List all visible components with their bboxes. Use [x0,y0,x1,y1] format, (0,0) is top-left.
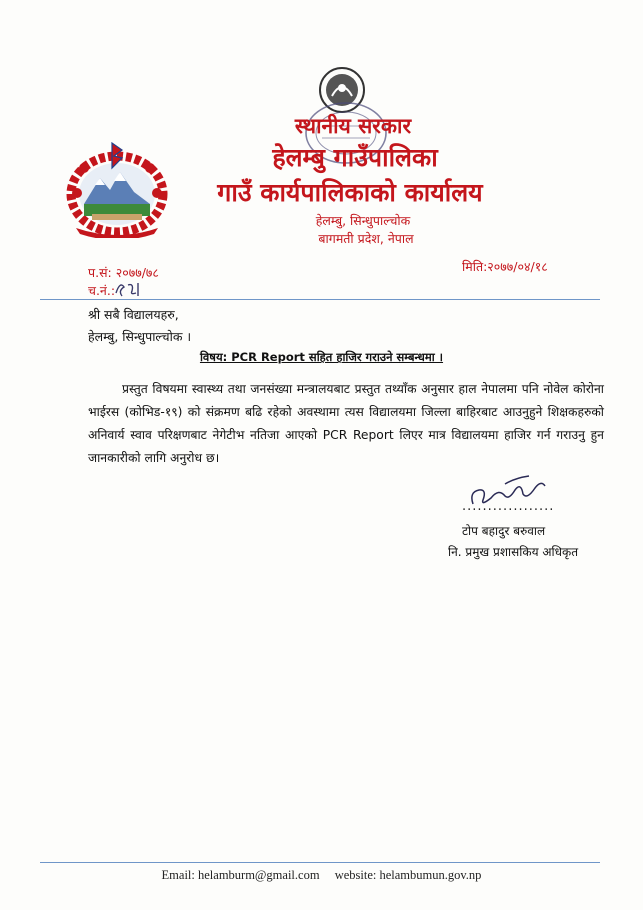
signatory-name: टोप बहादुर बरुवाल [462,524,546,538]
letter-date: मिति:२०७७/०४/१८ [462,259,548,274]
subject-line [0,350,643,365]
footer-website: website: helambumun.gov.np [334,868,482,882]
header-local-government: स्थानीय सरकार [294,114,412,138]
handwritten-dispatch-number [112,279,146,299]
footer-email: Email: helamburm@gmail.com [161,868,320,882]
footer-contact [0,868,643,883]
signature-dotted-line: .................. [462,499,555,514]
dispatch-number-label: च.नं.: [88,283,116,298]
header-address-province: बागमती प्रदेश, नेपाल [318,231,414,246]
recipient-line-2: हेलम्बु, सिन्धुपाल्चोक । [88,329,192,344]
header-address-district: हेलम्बु, सिन्धुपाल्चोक [315,213,411,228]
header-divider [40,299,600,300]
footer-divider [40,862,600,863]
signatory-title: नि. प्रमुख प्रशासकिय अधिकृत [448,545,579,559]
letter-body: प्रस्तुत विषयमा स्वास्थ्य तथा जनसंख्या मन्त्रालयबाट प्रस्तुत तथ्याँक अनुसार हाल नेपालमा पनि नोवेल कोरोना भाईरस (कोभिड-१९) को संक्रमण बढि रहेको अवस्थामा त्यस विद्यालयमा जिल्ला बाहिरबाट आउनुहुने शिक्षकहरुको अनिवार्य स्वाव परिक्षणबाट नेगेटीभ नतिजा आएको PCR Report लिएर मात्र विद्यालयमा हाजिर गर्न गराउनु हुन जानकारीको लागि अनुरोध छ। [88,382,604,465]
subject-text: विषय: PCR Report सहित हाजिर गराउने सम्बन्धमा । [199,350,444,364]
header-municipality-name: हेलम्बु गाउँपालिका [272,143,438,172]
recipient-line-1: श्री सबै विद्यालयहरु, [88,307,179,322]
reference-number: प.सं: २०७७/७८ [88,265,159,280]
header-office-name: गाउँ कार्यपालिकाको कार्यालय [217,178,483,207]
nepal-emblem-icon [62,138,172,238]
